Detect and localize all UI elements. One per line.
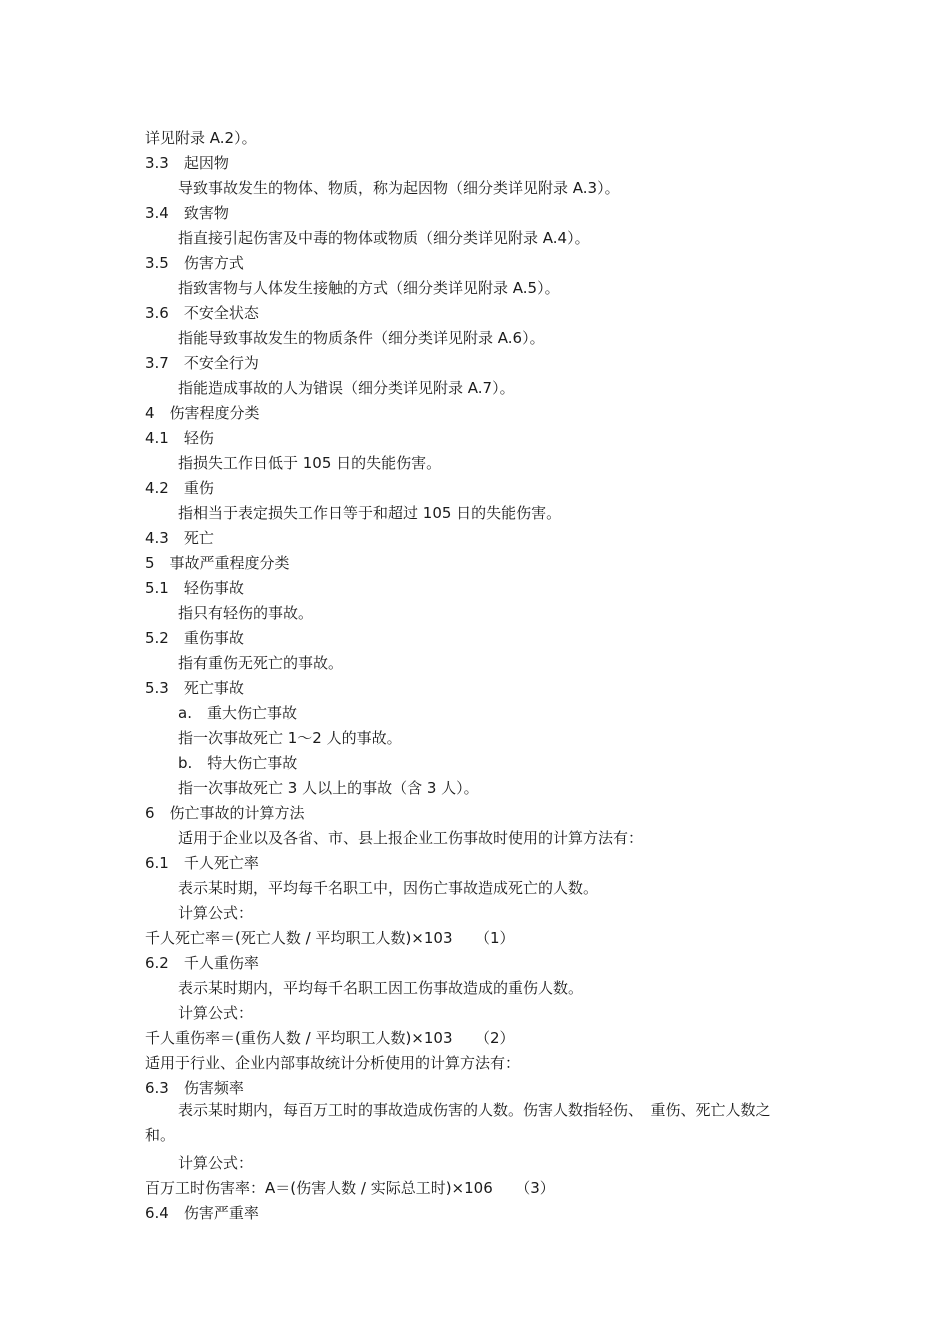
text-line: 指有重伤无死亡的事故。 (178, 654, 344, 672)
text-line: 表示某时期，平均每千名职工中，因伤亡事故造成死亡的人数。 (178, 879, 599, 897)
formula-label: 计算公式： (178, 904, 254, 922)
section-heading: 3.3 起因物 (145, 154, 229, 172)
section-heading: 3.6 不安全状态 (145, 304, 259, 322)
formula-label: 计算公式： (178, 1154, 254, 1172)
text-line: 适用于行业、企业内部事故统计分析使用的计算方法有： (145, 1054, 521, 1072)
text-line: 指只有轻伤的事故。 (178, 604, 314, 622)
text-line: 指能导致事故发生的物质条件（细分类详见附录 A.6）。 (178, 329, 545, 347)
list-item-heading: b. 特大伤亡事故 (178, 754, 298, 772)
section-heading: 6.4 伤害严重率 (145, 1204, 259, 1222)
text-line: 指一次事故死亡 1～2 人的事故。 (178, 729, 402, 747)
formula: 千人重伤率＝(重伤人数 / 平均职工人数)×103 （2） (145, 1029, 515, 1047)
text-line: 适用于企业以及各省、市、县上报企业工伤事故时使用的计算方法有： (178, 829, 644, 847)
section-heading: 5.2 重伤事故 (145, 629, 244, 647)
section-heading: 6.3 伤害频率 (145, 1079, 244, 1097)
section-heading: 4.3 死亡 (145, 529, 214, 547)
text-line: 导致事故发生的物体、物质，称为起因物（细分类详见附录 A.3）。 (178, 179, 620, 197)
section-heading: 3.7 不安全行为 (145, 354, 259, 372)
paragraph: 表示某时期内，每百万工时的事故造成伤害的人数。伤害人数指轻伤、 重伤、死亡人数之和。 (145, 1101, 771, 1144)
text-line: 指能造成事故的人为错误（细分类详见附录 A.7）。 (178, 379, 515, 397)
list-item-heading: a. 重大伤亡事故 (178, 704, 297, 722)
formula: 千人死亡率＝(死亡人数 / 平均职工人数)×103 （1） (145, 929, 515, 947)
section-heading: 5.1 轻伤事故 (145, 579, 244, 597)
formula: 百万工时伤害率：A＝(伤害人数 / 实际总工时)×106 （3） (145, 1179, 555, 1197)
section-heading: 6.2 千人重伤率 (145, 954, 259, 972)
section-heading: 4.2 重伤 (145, 479, 214, 497)
text-line: 指损失工作日低于 105 日的失能伤害。 (178, 454, 442, 472)
formula-label: 计算公式： (178, 1004, 254, 1022)
text-line: 指致害物与人体发生接触的方式（细分类详见附录 A.5）。 (178, 279, 560, 297)
section-heading: 4.1 轻伤 (145, 429, 214, 447)
text-line: 详见附录 A.2）。 (145, 129, 257, 147)
section-heading: 3.4 致害物 (145, 204, 229, 222)
text-line: 指一次事故死亡 3 人以上的事故（含 3 人）。 (178, 779, 479, 797)
section-heading: 6 伤亡事故的计算方法 (145, 804, 305, 822)
text-line: 指相当于表定损失工作日等于和超过 105 日的失能伤害。 (178, 504, 562, 522)
section-heading: 5 事故严重程度分类 (145, 554, 290, 572)
text-line: 指直接引起伤害及中毒的物体或物质（细分类详见附录 A.4）。 (178, 229, 590, 247)
section-heading: 4 伤害程度分类 (145, 404, 260, 422)
section-heading: 5.3 死亡事故 (145, 679, 244, 697)
text-line: 表示某时期内，平均每千名职工因工伤事故造成的重伤人数。 (178, 979, 584, 997)
section-heading: 6.1 千人死亡率 (145, 854, 259, 872)
section-heading: 3.5 伤害方式 (145, 254, 244, 272)
